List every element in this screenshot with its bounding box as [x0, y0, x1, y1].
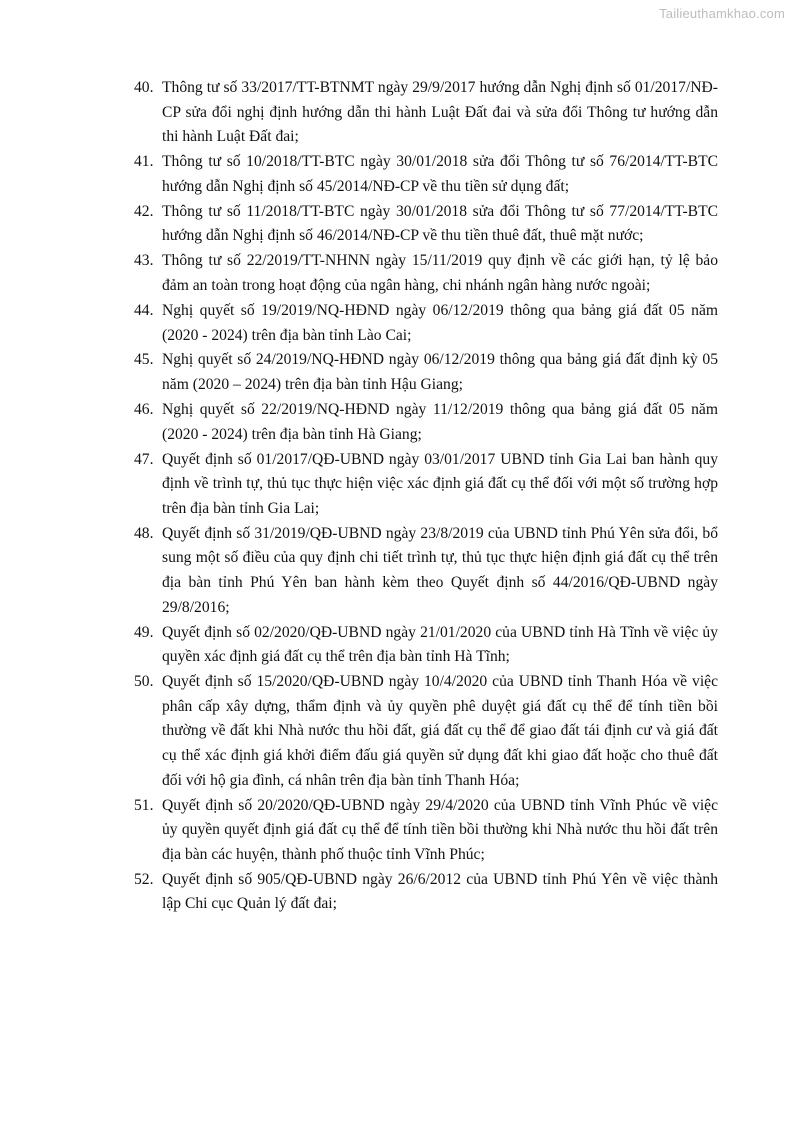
reference-text: Thông tư số 10/2018/TT-BTC ngày 30/01/2018 sửa đổi Thông tư số 76/2014/TT-BTC hướng dẫn Nghị định số 45/2014/NĐ-CP về thu tiền sử dụng đất;: [162, 153, 718, 195]
reference-text: Thông tư số 11/2018/TT-BTC ngày 30/01/2018 sửa đổi Thông tư số 77/2014/TT-BTC hướng dẫn Nghị định số 46/2014/NĐ-CP về thu tiền thuê đất, thuê mặt nước;: [162, 202, 718, 245]
reference-text: Quyết định số 31/2019/QĐ-UBND ngày 23/8/2019 của UBND tỉnh Phú Yên sửa đổi, bổ sung một số điều của quy định chi tiết trình tự, thủ tục thực hiện định giá đất cụ thể trên địa bàn tỉnh Phú Yên ban hành kèm theo Quyết định số 44/2016/QĐ-UBND ngày 29/8/2016;: [162, 524, 718, 616]
reference-number: 47.: [134, 450, 154, 468]
reference-text: Nghị quyết số 22/2019/NQ-HĐND ngày 11/12/2019 thông qua bảng giá đất 05 năm (2020 - 2024) trên địa bàn tỉnh Hà Giang;: [162, 401, 718, 443]
reference-number: 43.: [134, 252, 154, 270]
reference-text: Nghị quyết số 19/2019/NQ-HĐND ngày 06/12/2019 thông qua bảng giá đất 05 năm (2020 - 2024) trên địa bàn tỉnh Lào Cai;: [162, 301, 718, 344]
reference-text: Thông tư số 22/2019/TT-NHNN ngày 15/11/2019 quy định về các giới hạn, tỷ lệ bảo đảm an toàn trong hoạt động của ngân hàng, chi nhánh ngân hàng nước ngoài;: [162, 252, 718, 294]
reference-item: [134, 348, 718, 397]
reference-item: [134, 670, 718, 793]
reference-item: [134, 621, 718, 670]
reference-text: Nghị quyết số 24/2019/NQ-HĐND ngày 06/12/2019 thông qua bảng giá đất định kỳ 05 năm (2020 – 2024) trên địa bàn tỉnh Hậu Giang;: [162, 351, 718, 394]
reference-number: 52.: [134, 870, 154, 888]
reference-number: 44.: [134, 301, 154, 319]
reference-item: [134, 398, 718, 447]
reference-item: [134, 868, 718, 917]
reference-number: 50.: [134, 673, 154, 691]
reference-number: 51.: [134, 796, 154, 814]
reference-number: 46.: [134, 401, 154, 419]
reference-text: Quyết định số 20/2020/QĐ-UBND ngày 29/4/2020 của UBND tỉnh Vĩnh Phúc về việc ủy quyền quyết định giá đất cụ thể để tính tiền bồi thường khi Nhà nước thu hồi đất trên địa bàn các huyện, thành phố thuộc tỉnh Vĩnh Phúc;: [162, 796, 718, 863]
reference-item: [134, 794, 718, 868]
reference-text: Quyết định số 15/2020/QĐ-UBND ngày 10/4/2020 của UBND tỉnh Thanh Hóa về việc phân cấp xây dựng, thẩm định và ủy quyền phê duyệt giá đất cụ thể để tính tiền bồi thường về đất khi Nhà nước thu hồi đất, giá đất cụ thể để giao đất tái định cư và giá đất cụ thể xác định giá khởi điểm đấu giá quyền sử dụng đất khi giao đất hoặc cho thuê đất đối với hộ gia đình, cá nhân trên địa bàn tỉnh Thanh Hóa;: [162, 673, 718, 789]
reference-list: [134, 76, 718, 917]
reference-text: Thông tư số 33/2017/TT-BTNMT ngày 29/9/2017 hướng dẫn Nghị định số 01/2017/NĐ-CP sửa đổi nghị định hướng dẫn thi hành Luật Đất đai và sửa đổi Thông tư hướng dẫn thi hành Luật Đất đai;: [162, 79, 718, 146]
reference-item: [134, 200, 718, 249]
reference-number: 45.: [134, 351, 154, 369]
reference-item: [134, 522, 718, 620]
reference-text: Quyết định số 905/QĐ-UBND ngày 26/6/2012 của UBND tỉnh Phú Yên về việc thành lập Chi cục Quản lý đất đai;: [162, 870, 718, 913]
reference-number: 41.: [134, 153, 154, 171]
reference-item: [134, 299, 718, 348]
reference-item: [134, 150, 718, 199]
watermark-text: Tailieuthamkhao.com: [659, 6, 785, 21]
reference-item: [134, 448, 718, 522]
reference-text: Quyết định số 02/2020/QĐ-UBND ngày 21/01/2020 của UBND tỉnh Hà Tĩnh về việc ủy quyền xác định giá đất cụ thể trên địa bàn tỉnh Hà Tĩnh;: [162, 623, 718, 666]
reference-text: Quyết định số 01/2017/QĐ-UBND ngày 03/01/2017 UBND tỉnh Gia Lai ban hành quy định về trình tự, thủ tục thực hiện việc xác định giá đất cụ thể đối với một số trường hợp trên địa bàn tỉnh Gia Lai;: [162, 450, 718, 517]
reference-item: [134, 76, 718, 150]
reference-number: 42.: [134, 202, 154, 220]
reference-number: 49.: [134, 623, 154, 641]
reference-item: [134, 249, 718, 298]
reference-number: 48.: [134, 524, 154, 542]
reference-number: 40.: [134, 79, 154, 96]
